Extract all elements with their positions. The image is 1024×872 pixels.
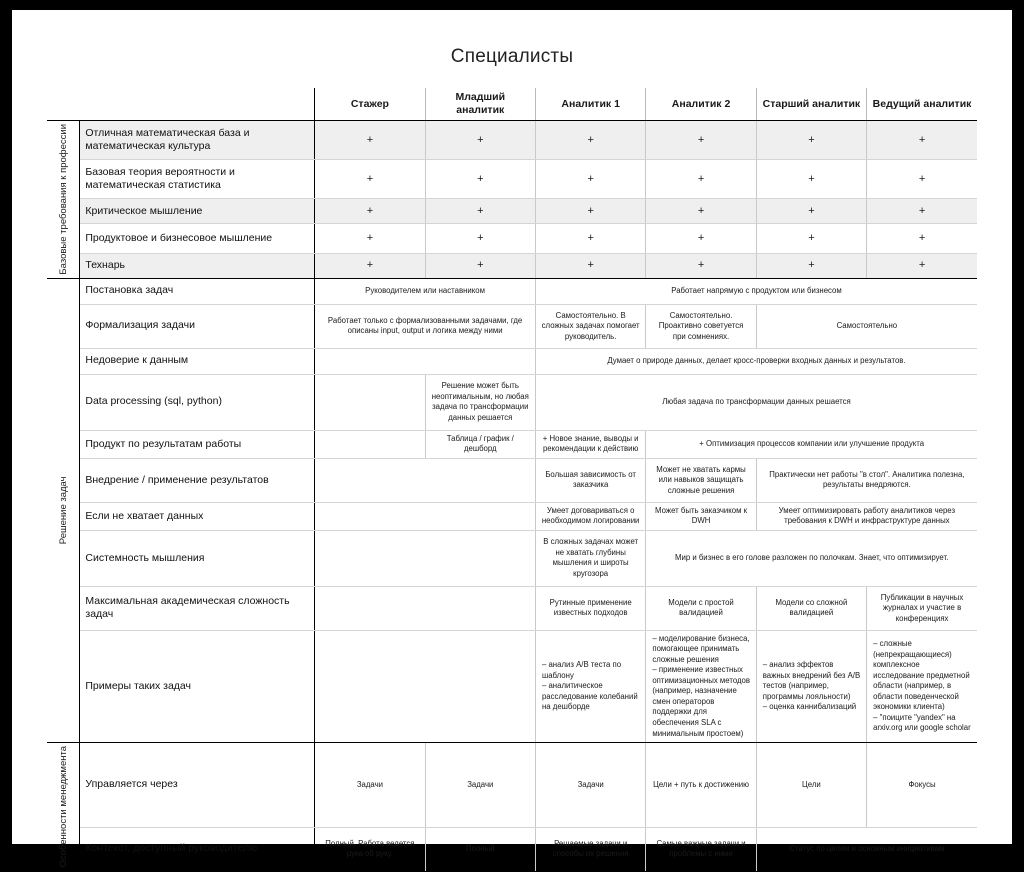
column-header-lead-analyst: Ведущий аналитик: [867, 88, 977, 121]
mark-cell: +: [867, 253, 977, 278]
column-header-junior-analyst: Младший аналитик: [425, 88, 535, 121]
mark-cell: +: [646, 160, 756, 199]
row-label-отличная-математическая-база-и-математич: Отличная математическая база и математическая культура: [80, 121, 315, 160]
row-label-продукт-по-результатам-работы: Продукт по результатам работы: [80, 430, 315, 458]
content-cell: Самые важные задачи и проблемы с ними: [646, 827, 756, 871]
content-cell: Практически нет работы "в стол". Аналитика полезна, результаты внедряются.: [756, 458, 977, 502]
mark-cell: +: [646, 121, 756, 160]
row-label-критическое-мышление: Критическое мышление: [80, 199, 315, 224]
content-cell: – сложные (непрекращающиеся) комплексное исследование предметной области (например, в области поведенческой экономики клиента) – "поиците "yandex" на arxiv.org или google scholar: [867, 630, 977, 742]
row-label-технарь: Технарь: [80, 253, 315, 278]
document-page: [12, 10, 1012, 868]
mark-cell: +: [425, 121, 535, 160]
table-row: [47, 253, 977, 278]
table-row: [47, 630, 977, 742]
content-cell: Самостоятельно. В сложных задачах помогает руководитель.: [535, 304, 645, 348]
content-cell: Цели + путь к достижению: [646, 743, 756, 828]
content-cell: [315, 430, 425, 458]
content-cell: Цели: [756, 743, 866, 828]
mark-cell: +: [756, 121, 866, 160]
mark-cell: +: [315, 199, 425, 224]
content-cell: Задачи: [535, 743, 645, 828]
competency-matrix: [47, 88, 977, 872]
mark-cell: +: [756, 160, 866, 199]
content-cell: [315, 586, 536, 630]
content-cell: В сложных задачах может не хватать глубины мышления и широты кругозора: [535, 530, 645, 586]
group-label-task-solving: Решение задач: [47, 278, 80, 742]
row-label-если-не-хватает-данных: Если не хватает данных: [80, 502, 315, 530]
column-header-analyst-2: Аналитик 2: [646, 88, 756, 121]
content-cell: – анализ эффектов важных внедрений без A/B тестов (например, программы лояльности) – оценка каннибализаций: [756, 630, 866, 742]
content-cell: Полный. Работа ведется рука об руку.: [315, 827, 425, 871]
content-cell: Умеет договариваться о необходимом логировании: [535, 502, 645, 530]
content-cell: + Оптимизация процессов компании или улучшение продукта: [646, 430, 977, 458]
header-group-spacer: [47, 88, 80, 121]
row-label-формализация-задачи: Формализация задачи: [80, 304, 315, 348]
content-cell: Статус по целям и основным инициативам: [756, 827, 977, 871]
table-row: [47, 458, 977, 502]
mark-cell: +: [315, 121, 425, 160]
mark-cell: +: [535, 199, 645, 224]
mark-cell: +: [867, 224, 977, 254]
content-cell: [315, 374, 425, 430]
mark-cell: +: [646, 199, 756, 224]
mark-cell: +: [535, 253, 645, 278]
content-cell: Модели с простой валидацией: [646, 586, 756, 630]
content-cell: – моделирование бизнеса, помогающее принимать сложные решения – применение известных оптимизационных методов (например, назначение смен операторов поддержки для обеспечения SLA с минимальным простоем): [646, 630, 756, 742]
mark-cell: +: [756, 253, 866, 278]
content-cell: + Новое знание, выводы и рекомендации к действию: [535, 430, 645, 458]
group-label-base-requirements: Базовые требования к профессии: [47, 121, 80, 279]
mark-cell: +: [425, 199, 535, 224]
row-label-системность-мышления: Системность мышления: [80, 530, 315, 586]
mark-cell: +: [867, 121, 977, 160]
table-row: [47, 374, 977, 430]
content-cell: Большая зависимость от заказчика: [535, 458, 645, 502]
content-cell: Модели со сложной валидацией: [756, 586, 866, 630]
table-row: [47, 348, 977, 374]
table-row: [47, 121, 977, 160]
table-row: [47, 586, 977, 630]
content-cell: Решение может быть неоптимальным, но любая задача по трансформации данных решается: [425, 374, 535, 430]
table-row: [47, 278, 977, 304]
mark-cell: +: [867, 199, 977, 224]
row-label-управляется-через: Управляется через: [80, 743, 315, 828]
content-cell: [315, 458, 536, 502]
content-cell: [315, 502, 536, 530]
row-label-недоверие-к-данным: Недоверие к данным: [80, 348, 315, 374]
table-row: [47, 160, 977, 199]
content-cell: Любая задача по трансформации данных решается: [535, 374, 977, 430]
content-cell: Фокусы: [867, 743, 977, 828]
content-cell: Работает только с формализованными задачами, где описаны input, output и логика между ними: [315, 304, 536, 348]
content-cell: Может не хватать кармы или навыков защищать сложные решения: [646, 458, 756, 502]
column-header-intern: Стажер: [315, 88, 425, 121]
content-cell: Самостоятельно. Проактивно советуется при сомнениях.: [646, 304, 756, 348]
row-label-продуктовое-и-бизнесовое-мышление: Продуктовое и бизнесовое мышление: [80, 224, 315, 254]
table-row: [47, 199, 977, 224]
row-label-внедрение-применение-результатов: Внедрение / применение результатов: [80, 458, 315, 502]
content-cell: – анализ A/B теста по шаблону – аналитическое расследование колебаний на дешборде: [535, 630, 645, 742]
table-row: [47, 430, 977, 458]
row-label-максимальная-академическая-сложность-зад: Максимальная академическая сложность задач: [80, 586, 315, 630]
mark-cell: +: [425, 253, 535, 278]
mark-cell: +: [315, 253, 425, 278]
mark-cell: +: [756, 224, 866, 254]
content-cell: Самостоятельно: [756, 304, 977, 348]
mark-cell: +: [646, 224, 756, 254]
content-cell: Умеет оптимизировать работу аналитиков через требования к DWH и инфраструктуре данных: [756, 502, 977, 530]
content-cell: Публикации в научных журналах и участие в конференциях: [867, 586, 977, 630]
table-row: [47, 530, 977, 586]
row-label-data-processing-sql-python: Data processing (sql, python): [80, 374, 315, 430]
content-cell: Рутинные применение известных подходов: [535, 586, 645, 630]
row-label-примеры-таких-задач: Примеры таких задач: [80, 630, 315, 742]
content-cell: [315, 630, 536, 742]
content-cell: [315, 530, 536, 586]
content-cell: Руководителем или наставником: [315, 278, 536, 304]
mark-cell: +: [425, 160, 535, 199]
matrix-header-row: [47, 88, 977, 121]
table-row: [47, 827, 977, 871]
mark-cell: +: [535, 121, 645, 160]
mark-cell: +: [535, 160, 645, 199]
row-label-базовая-теория-вероятности-и-математичес: Базовая теория вероятности и математическая статистика: [80, 160, 315, 199]
page-title: Специалисты: [450, 46, 574, 67]
mark-cell: +: [756, 199, 866, 224]
content-cell: Думает о природе данных, делает кросс-проверки входных данных и результатов.: [535, 348, 977, 374]
content-cell: Решаемые задачи и способы их решения: [535, 827, 645, 871]
content-cell: Таблица / график / дешборд: [425, 430, 535, 458]
row-label-постановка-задач: Постановка задач: [80, 278, 315, 304]
table-row: [47, 743, 977, 828]
content-cell: Задачи: [315, 743, 425, 828]
header-row-spacer: [80, 88, 315, 121]
mark-cell: +: [315, 160, 425, 199]
content-cell: Работает напрямую с продуктом или бизнесом: [535, 278, 977, 304]
mark-cell: +: [425, 224, 535, 254]
table-row: [47, 304, 977, 348]
row-label-контекст-доступный-руководителю: Контекст, доступный руководителю: [80, 827, 315, 871]
content-cell: [315, 348, 536, 374]
mark-cell: +: [867, 160, 977, 199]
content-cell: Полный: [425, 827, 535, 871]
column-header-senior-analyst: Старший аналитик: [756, 88, 866, 121]
content-cell: Мир и бизнес в его голове разложен по полочкам. Знает, что оптимизирует.: [646, 530, 977, 586]
table-row: [47, 502, 977, 530]
mark-cell: +: [646, 253, 756, 278]
group-label-management: Особенности менеджмента: [47, 743, 80, 872]
column-header-analyst-1: Аналитик 1: [535, 88, 645, 121]
mark-cell: +: [315, 224, 425, 254]
table-row: [47, 224, 977, 254]
content-cell: Может быть заказчиком к DWH: [646, 502, 756, 530]
mark-cell: +: [535, 224, 645, 254]
content-cell: Задачи: [425, 743, 535, 828]
